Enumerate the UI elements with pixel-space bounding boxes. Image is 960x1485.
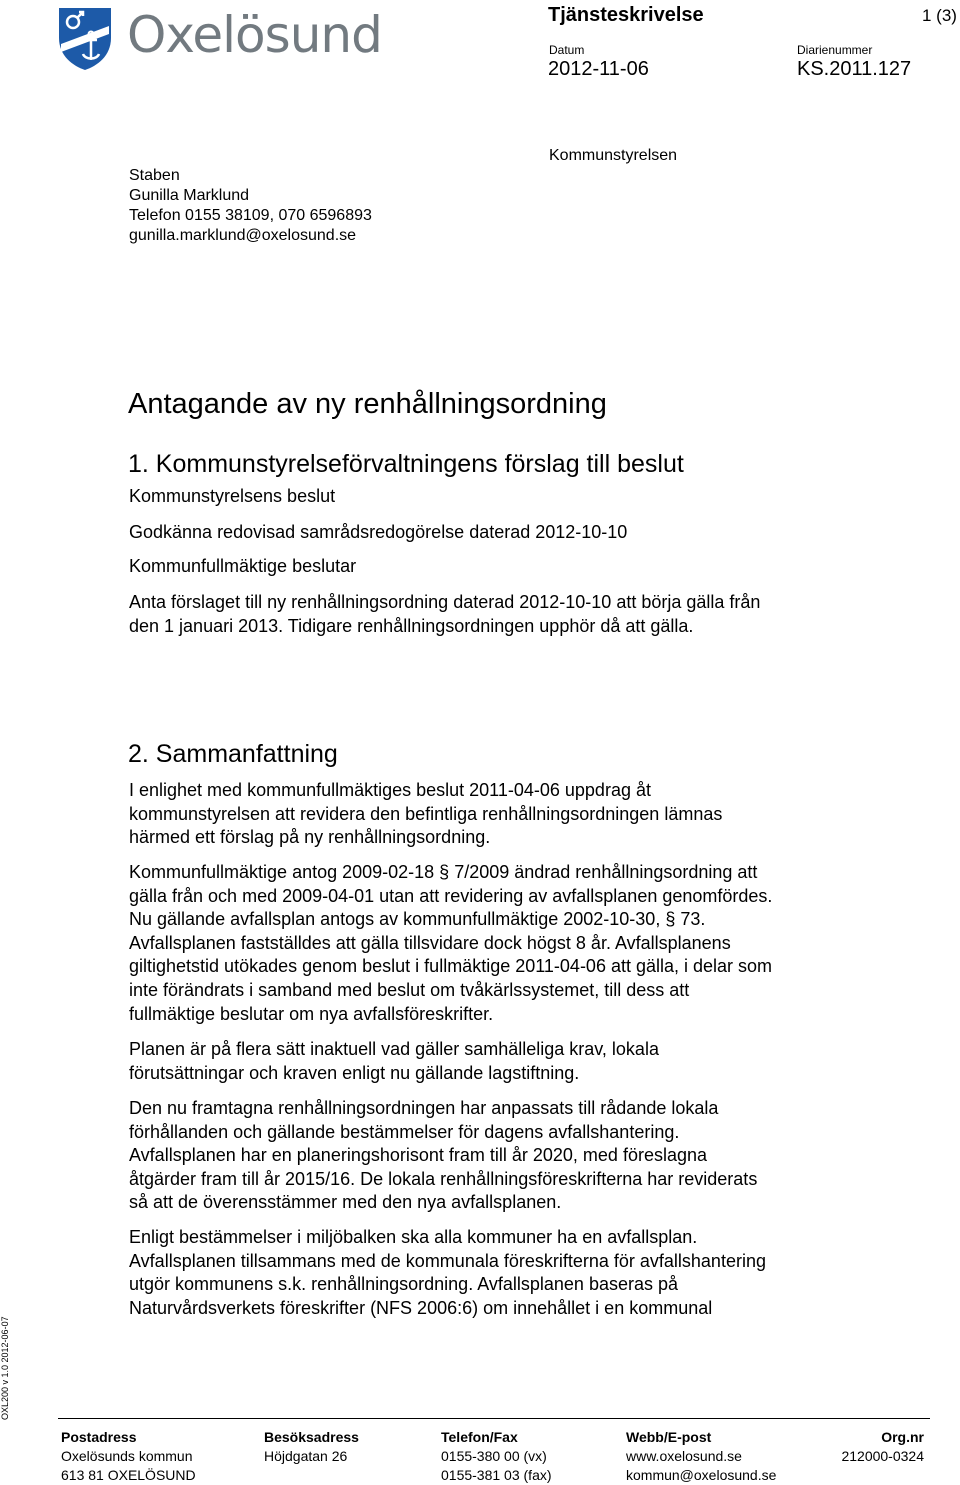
footer-label: Telefon/Fax [441, 1429, 518, 1445]
footer-value: 0155-381 03 (fax) [441, 1467, 552, 1483]
kf-decision-line: den 1 januari 2013. Tidigare renhållningsordningen upphör då att gälla. [129, 616, 694, 636]
sender-unit: Staben [129, 167, 180, 184]
text-line: kommunstyrelsen att revidera den befintliga renhållningsordningen lämnas [129, 803, 723, 824]
text-line: fullmäktige beslutar om nya avfallsföreskrifter. [129, 1003, 494, 1024]
text-line: Avfallsplanen tillsammans med de kommunala föreskrifterna för avfallshantering [129, 1250, 766, 1271]
page-number: 1 (3) [922, 6, 957, 25]
footer-value: 613 81 OXELÖSUND [61, 1467, 196, 1483]
recipient: Kommunstyrelsen [549, 147, 678, 164]
footer-label: Postadress [61, 1429, 137, 1445]
document-title: Antagande av ny renhållningsordning [128, 388, 607, 420]
summary-paragraph [129, 779, 889, 850]
footer-label: Webb/E-post [626, 1429, 712, 1445]
footer-label: Org.nr [881, 1429, 924, 1445]
sender-phone: Telefon 0155 38109, 070 6596893 [129, 207, 372, 224]
footer-label: Besöksadress [264, 1429, 359, 1445]
footer-email-link[interactable]: kommun@oxelosund.se [626, 1467, 777, 1483]
summary-paragraph [129, 1038, 889, 1085]
ks-decision-text: Godkänna redovisad samrådsredogörelse daterad 2012-10-10 [129, 522, 628, 542]
text-line: inte förändrats i samband med beslut om tvåkärlssystemet, till dess att [129, 979, 690, 1000]
footer-value: Höjdgatan 26 [264, 1448, 348, 1464]
sender-name: Gunilla Marklund [129, 187, 250, 204]
text-line: Nu gällande avfallsplan antogs av kommunfullmäktige 2002-10-30, § 73. [129, 909, 706, 930]
section-2-heading: 2. Sammanfattning [128, 740, 338, 768]
section-1-heading: 1. Kommunstyrelseförvaltningens förslag till beslut [128, 450, 684, 478]
text-line: I enlighet med kommunfullmäktiges beslut 2011-04-06 uppdrag åt [129, 780, 651, 800]
text-line: Kommunfullmäktige antog 2009-02-18 § 7/2009 ändrad renhållningsordning att [129, 862, 758, 882]
date-label: Datum [549, 43, 585, 57]
footer-postal-address [61, 1428, 196, 1485]
text-line: utgör kommunens s.k. renhållningsordning. Avfallsplanen baseras på [129, 1274, 678, 1295]
document-type: Tjänsteskrivelse [548, 4, 704, 26]
text-line: gälla från och med 2009-04-01 utan att revidering av avfallsplanen genomfördes. [129, 885, 773, 906]
ks-decision-label: Kommunstyrelsens beslut [129, 486, 336, 506]
municipality-logo [55, 4, 385, 72]
text-line: Naturvårdsverkets föreskrifter (NFS 2006:6) om innehållet i en kommunal [129, 1297, 713, 1318]
footer-value: 0155-380 00 (vx) [441, 1448, 547, 1464]
text-line: så att de överensstämmer med den nya avfallsplanen. [129, 1192, 562, 1213]
footer-visiting-address [264, 1428, 359, 1466]
text-line: Enligt bestämmelser i miljöbalken ska alla kommuner ha en avfallsplan. [129, 1227, 698, 1247]
text-line: åtgärder fram till år 2015/16. De lokala renhållningsföreskrifterna har reviderats [129, 1168, 758, 1189]
date-value: 2012-11-06 [548, 58, 649, 80]
kf-decision-line: Anta förslaget till ny renhållningsordning daterad 2012-10-10 att börja gälla från [129, 592, 761, 612]
form-version-label: OXL200 v 1.0 2012-06-07 [0, 1316, 10, 1420]
footer-phone-fax [441, 1428, 552, 1485]
logo-wordmark: Oxelösund [127, 6, 382, 64]
footer-value: Oxelösunds kommun [61, 1448, 193, 1464]
footer-web-email [626, 1428, 776, 1485]
sender-email: gunilla.marklund@oxelosund.se [129, 227, 357, 244]
text-line: förhållanden och gällande bestämmelser för dagens avfallshantering. [129, 1121, 680, 1142]
coat-of-arms-icon [55, 4, 115, 72]
text-line: Avfallsplanen fastställdes att gälla tillsvidare dock högst 8 år. Avfallsplanens [129, 932, 731, 953]
diary-number-label: Diarienummer [797, 43, 873, 57]
summary-paragraph [129, 1097, 889, 1215]
footer-value: 212000-0324 [841, 1448, 924, 1464]
footer-org-number [836, 1428, 924, 1466]
footer-website-link[interactable]: www.oxelosund.se [626, 1448, 742, 1464]
sender-block [129, 166, 372, 246]
text-line: Den nu framtagna renhållningsordningen har anpassats till rådande lokala [129, 1098, 719, 1118]
summary-paragraph [129, 861, 889, 1026]
kf-decision-label: Kommunfullmäktige beslutar [129, 556, 357, 576]
text-line: Avfallsplanen har en planeringshorisont fram till år 2020, med föreslagna [129, 1145, 708, 1166]
text-line: giltighetstid utökades genom beslut i fullmäktige 2011-04-06 att gälla, i delar som [129, 956, 773, 977]
text-line: förutsättningar och kraven enligt nu gällande lagstiftning. [129, 1062, 580, 1083]
text-line: härmed ett förslag på ny renhållningsordning. [129, 827, 491, 848]
diary-number-value: KS.2011.127 [797, 58, 912, 80]
text-line: Planen är på flera sätt inaktuell vad gäller samhälleliga krav, lokala [129, 1039, 659, 1059]
footer-divider [58, 1418, 930, 1419]
summary-paragraph [129, 1226, 889, 1320]
